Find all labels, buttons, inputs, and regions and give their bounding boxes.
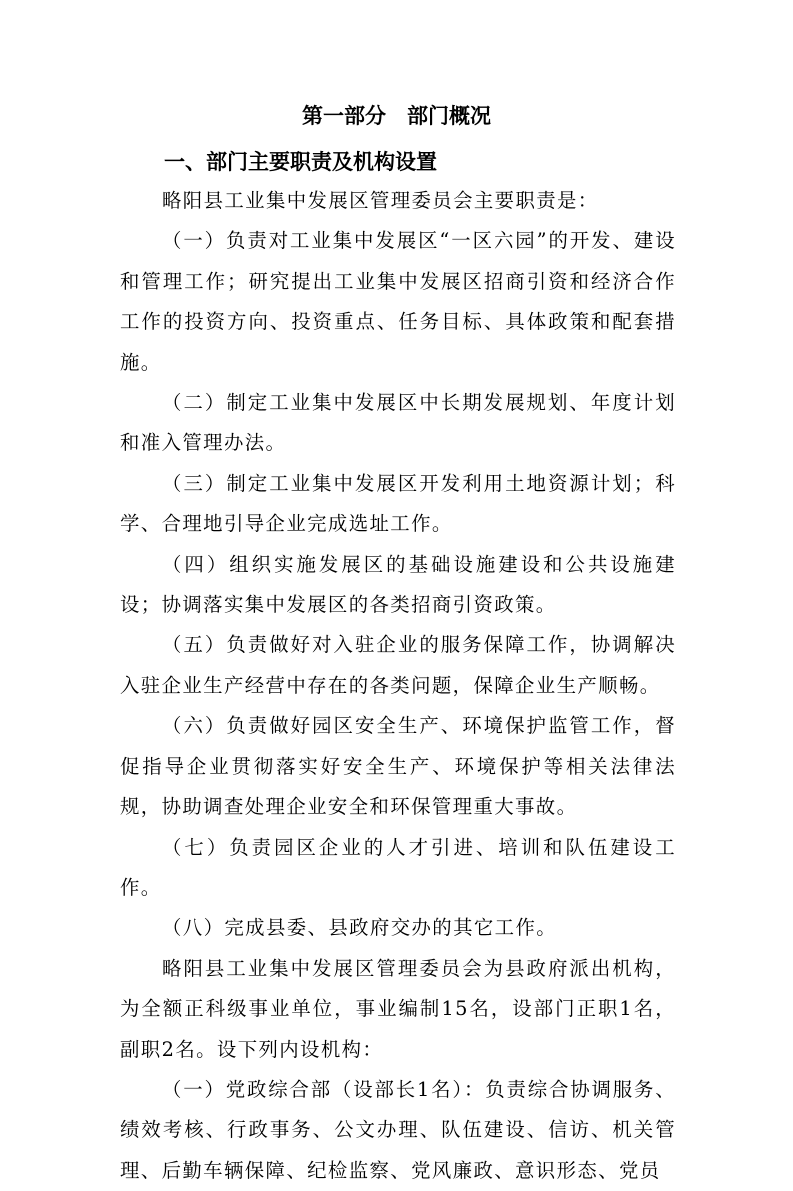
paragraph-department-1: （一）党政综合部（设部长1名）：负责综合协调服务、绩效考核、行政事务、公文办理、队伍建设、信访、机关管理、后勤车辆保障、纪检监察、党风廉政、意识形态、党员 bbox=[120, 1077, 676, 1182]
part-title: 第一部分 部门概况 bbox=[302, 104, 491, 128]
paragraph-duty-2: （二）制定工业集中发展区中长期发展规划、年度计划和准入管理办法。 bbox=[120, 391, 676, 455]
paragraph-duty-1: （一）负责对工业集中发展区“一区六园”的开发、建设和管理工作；研究提出工业集中发展区招商引资和经济合作工作的投资方向、投资重点、任务目标、具体政策和配套措施。 bbox=[120, 229, 676, 374]
section-heading: 一、部门主要职责及机构设置 bbox=[164, 150, 437, 174]
paragraph-organization: 略阳县工业集中发展区管理委员会为县政府派出机构，为全额正科级事业单位，事业编制15名，设部门正职1名，副职2名。设下列内设机构： bbox=[120, 956, 676, 1061]
paragraph-duty-3: （三）制定工业集中发展区开发利用土地资源计划；科学、合理地引导企业完成选址工作。 bbox=[120, 471, 676, 536]
paragraph-duty-8: （八）完成县委、县政府交办的其它工作。 bbox=[162, 916, 558, 940]
paragraph-duty-7: （七）负责园区企业的人才引进、培训和队伍建设工作。 bbox=[120, 835, 676, 899]
body-text bbox=[120, 181, 676, 1191]
paragraph-duty-6: （六）负责做好园区安全生产、环境保护监管工作，督促指导企业贯彻落实好安全生产、环境保护等相关法律法规，协助调查处理企业安全和环保管理重大事故。 bbox=[120, 714, 676, 819]
paragraph-duty-4: （四）组织实施发展区的基础设施建设和公共设施建设；协调落实集中发展区的各类招商引资政策。 bbox=[120, 552, 676, 617]
paragraph-duty-5: （五）负责做好对入驻企业的服务保障工作，协调解决入驻企业生产经营中存在的各类问题，保障企业生产顺畅。 bbox=[120, 633, 676, 697]
paragraph-intro: 略阳县工业集中发展区管理委员会主要职责是： bbox=[162, 189, 599, 212]
